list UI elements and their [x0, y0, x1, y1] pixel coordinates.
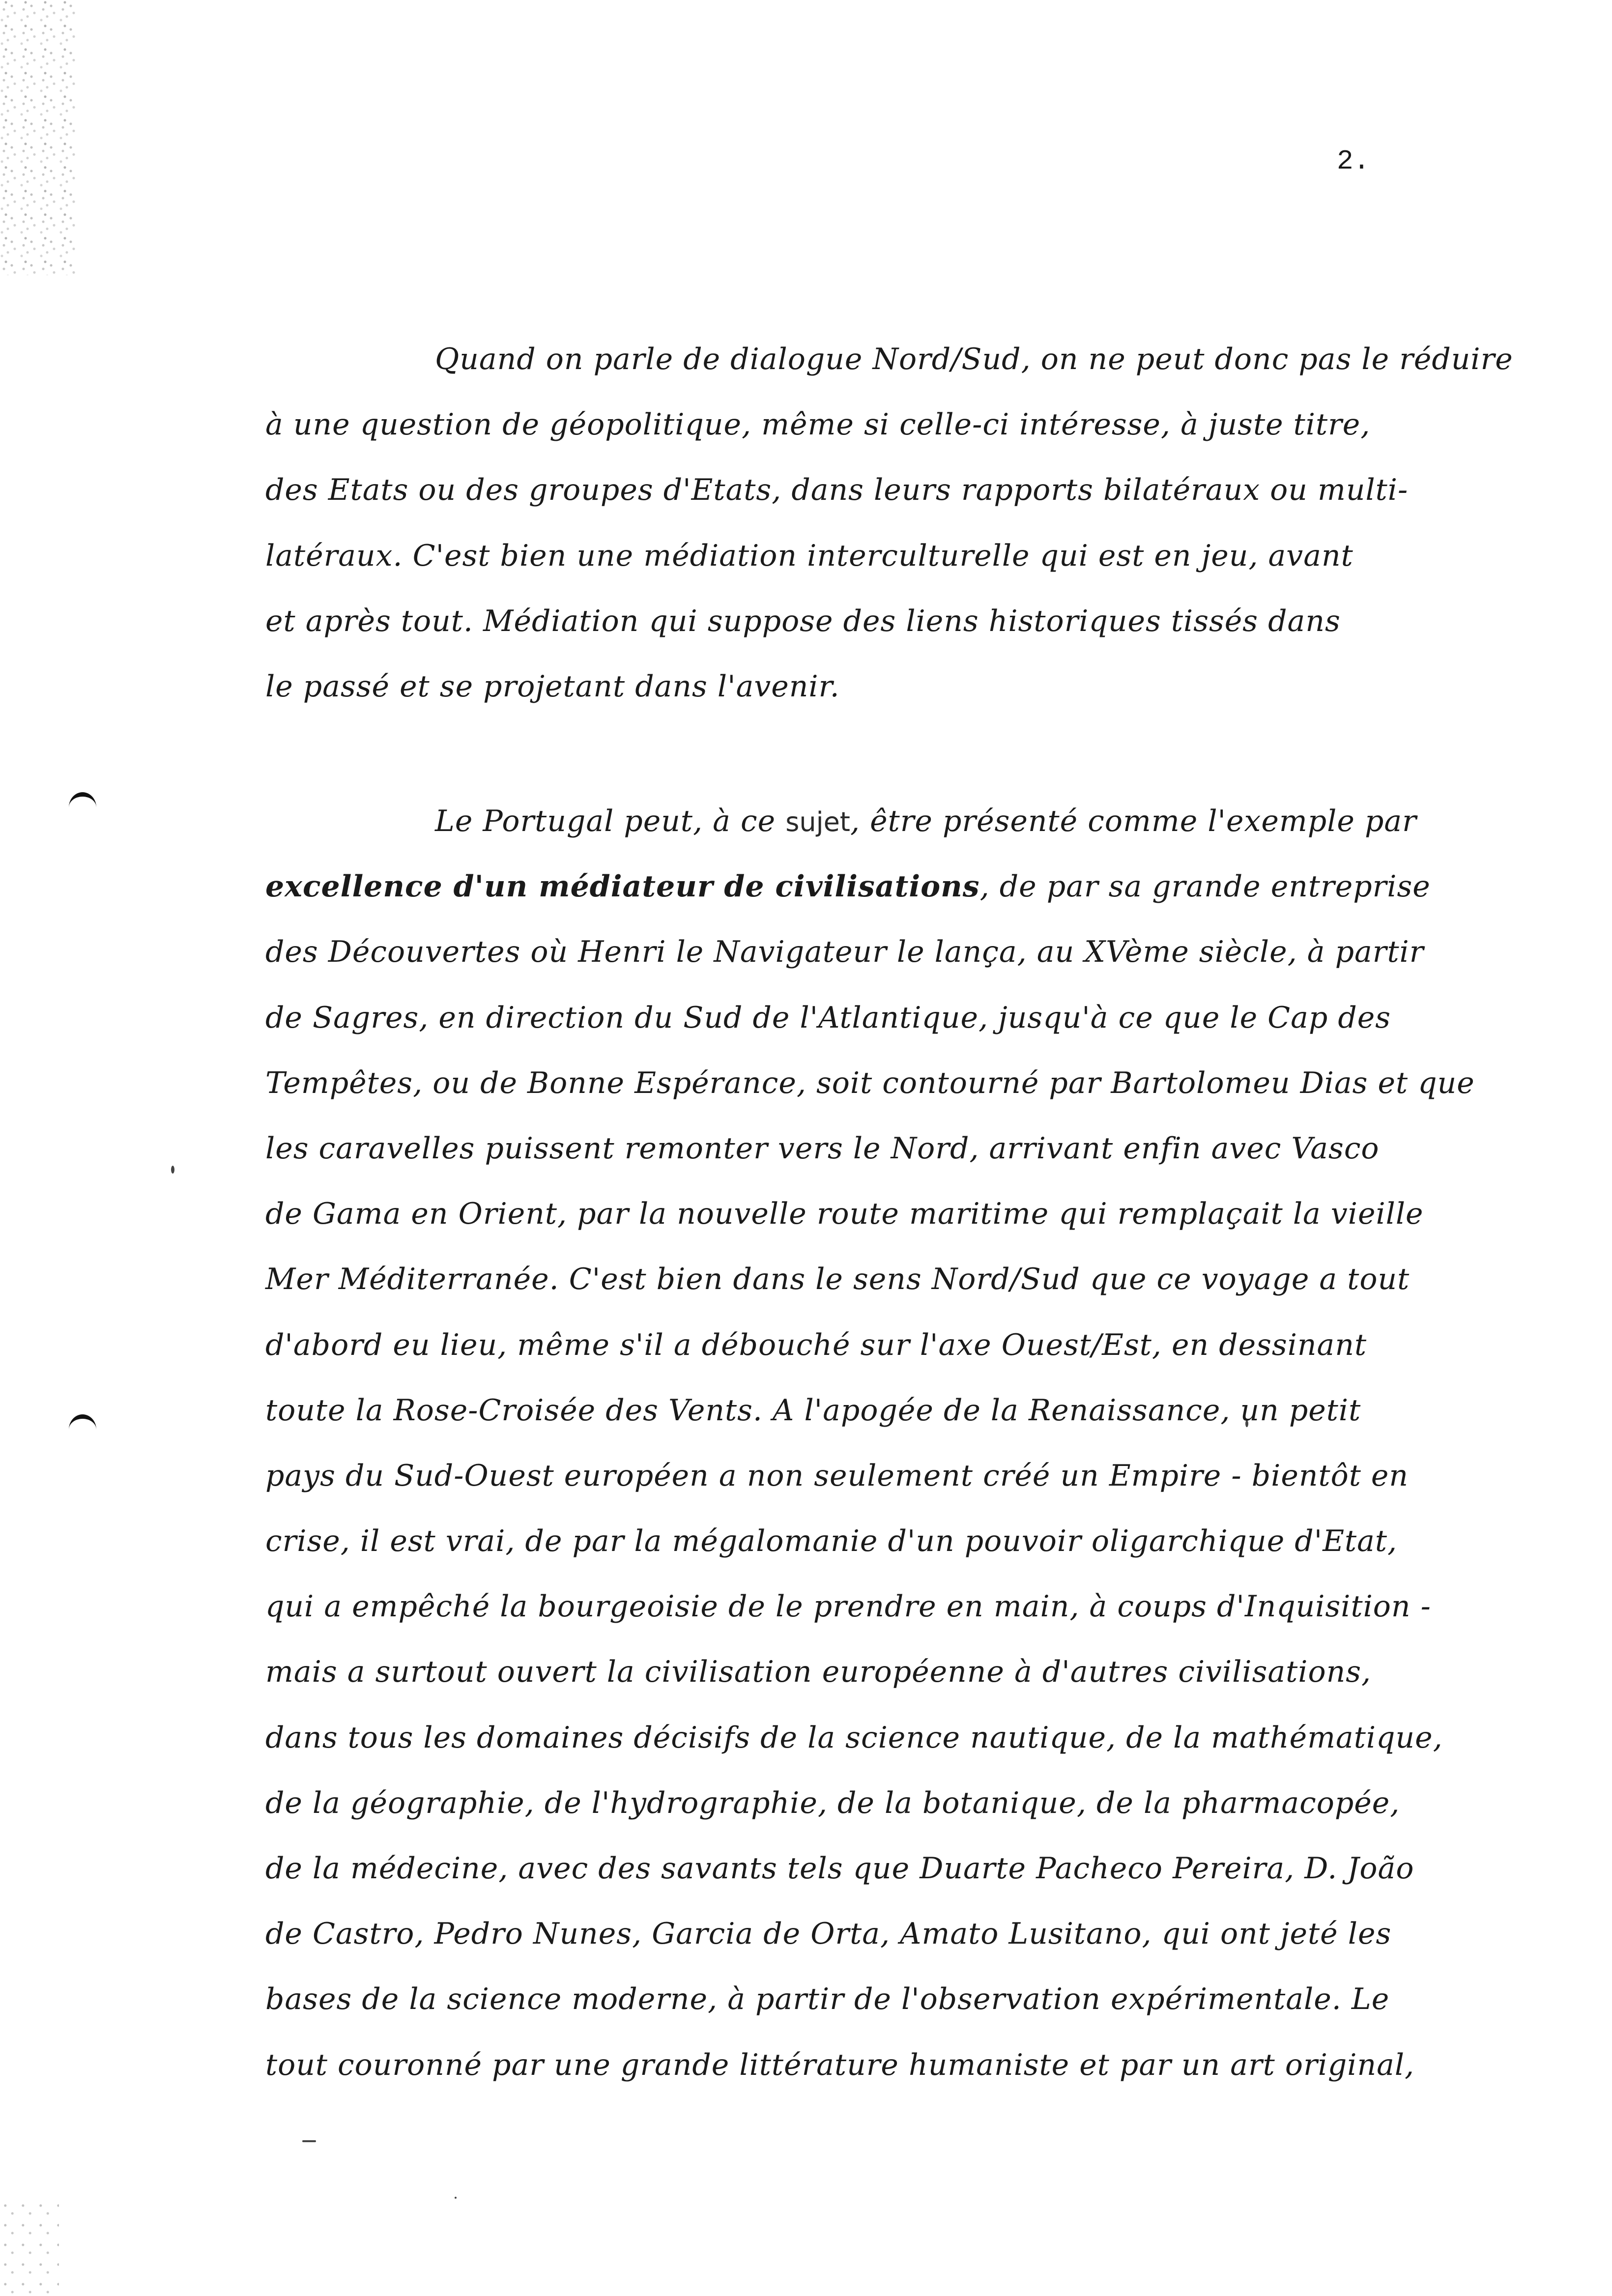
- text-line: Tempêtes, ou de Bonne Espérance, soit contourné par Bartolomeu Dias et que: [265, 1065, 1475, 1100]
- margin-mark-line-toute: [69, 1414, 96, 1430]
- text-line: pays du Sud-Ouest européen a non seulement créé un Empire - bientôt en: [265, 1458, 1409, 1493]
- ink-speck: [171, 1166, 174, 1174]
- text-line: les caravelles puissent remonter vers le Nord, arrivant enfin avec Vasco: [265, 1131, 1380, 1166]
- text-line: toute la Rose-Croisée des Vents. A l'apogée de la Renaissance, un petit: [265, 1393, 1361, 1428]
- text-line: le passé et se projetant dans l'avenir.: [265, 669, 840, 704]
- ink-speck: [302, 2140, 316, 2142]
- text-line: qui a empêché la bourgeoisie de le prendre en main, à coups d'Inquisition -: [265, 1589, 1431, 1624]
- text-line: de la médecine, avec des savants tels que Duarte Pacheco Pereira, D. João: [265, 1851, 1414, 1886]
- text-line: Quand on parle de dialogue Nord/Sud, on ne peut donc pas le réduire: [435, 342, 1513, 376]
- handwritten-correction: sujet: [785, 806, 850, 837]
- bold-phrase: excellence d'un médiateur de civilisations: [265, 869, 980, 904]
- text-line: et après tout. Médiation qui suppose des liens historiques tissés dans: [265, 603, 1341, 638]
- text-line: Mer Méditerranée. C'est bien dans le sens Nord/Sud que ce voyage a tout: [265, 1262, 1410, 1297]
- scan-noise-bottom-left: [0, 2202, 59, 2296]
- page-number: 2.: [1337, 145, 1370, 177]
- text-line: [265, 854, 1543, 919]
- text-line: de Castro, Pedro Nunes, Garcia de Orta, Amato Lusitano, qui ont jeté les: [265, 1917, 1392, 1952]
- paragraph-dialogue-nord-sud: [265, 327, 1543, 719]
- margin-mark-paragraph-2: [69, 792, 96, 807]
- text-line: dans tous les domaines décisifs de la science nautique, de la mathématique,: [265, 1720, 1443, 1755]
- text-line: de la géographie, de l'hydrographie, de la botanique, de la pharmacopée,: [265, 1785, 1400, 1820]
- text-line: [265, 789, 1543, 854]
- text-line: latéraux. C'est bien une médiation interculturelle qui est en jeu, avant: [265, 538, 1353, 573]
- text-line: de Gama en Orient, par la nouvelle route maritime qui remplaçait la vieille: [265, 1197, 1424, 1232]
- text-line: bases de la science moderne, à partir de l'observation expérimentale. Le: [265, 1982, 1390, 2017]
- text-line: des Découvertes où Henri le Navigateur le lança, au XVème siècle, à partir: [265, 935, 1424, 970]
- text-line: mais a surtout ouvert la civilisation européenne à d'autres civilisations,: [265, 1655, 1372, 1690]
- text-run: Le Portugal peut, à ce: [435, 804, 786, 838]
- text-line: d'abord eu lieu, même s'il a débouché sur l'axe Ouest/Est, en dessinant: [265, 1327, 1367, 1362]
- text-line: des Etats ou des groupes d'Etats, dans leurs rapports bilatéraux ou multi-: [265, 473, 1409, 508]
- text-run: , être présenté comme l'exemple par: [850, 804, 1417, 838]
- text-line: de Sagres, en direction du Sud de l'Atlantique, jusqu'à ce que le Cap des: [265, 1000, 1391, 1035]
- ink-speck: [455, 2197, 457, 2199]
- paragraph-portugal-mediateur: [265, 789, 1543, 2098]
- scan-noise-top-left: [0, 0, 79, 275]
- text-line: à une question de géopolitique, même si celle-ci intéresse, à juste titre,: [265, 407, 1371, 442]
- text-run: , de par sa grande entreprise: [979, 869, 1431, 904]
- text-line: tout couronné par une grande littérature humaniste et par un art original,: [265, 2047, 1415, 2082]
- text-line: crise, il est vrai, de par la mégalomanie d'un pouvoir oligarchique d'Etat,: [265, 1524, 1398, 1559]
